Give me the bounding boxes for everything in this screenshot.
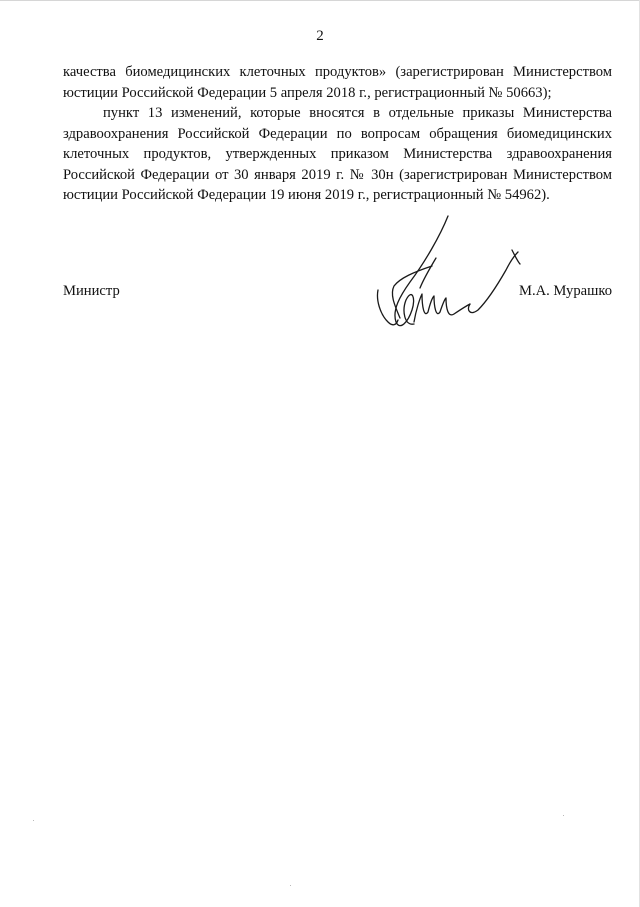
paragraph-item-13: пункт 13 изменений, которые вносятся в отдельные приказы Министерства здравоохранения Российской Федерации по вопросам обращения биомедицинских клеточных продуктов, утвержденных приказом Министерства здравоохранения Российской Федерации от 30 января 2019 г. № 30н (зарегистрирован Министерством юстиции Российской Федерации 19 июня 2019 г., регистрационный № 54962). — [63, 105, 612, 203]
scan-speck — [290, 885, 291, 886]
signatory-name: М.А. Мурашко — [518, 283, 612, 299]
scan-speck — [33, 820, 34, 821]
signatory-role: Министр — [63, 283, 120, 299]
handwritten-signature — [370, 214, 530, 340]
paragraph-continuation: качества биомедицинских клеточных продуктов» (зарегистрирован Министерством юстиции Российской Федерации 5 апреля 2018 г., регистрационный № 50663); — [63, 64, 612, 101]
page-edge-top — [0, 0, 640, 1]
document-body — [63, 62, 612, 206]
scan-speck — [563, 815, 564, 816]
page-number: 2 — [316, 28, 324, 44]
